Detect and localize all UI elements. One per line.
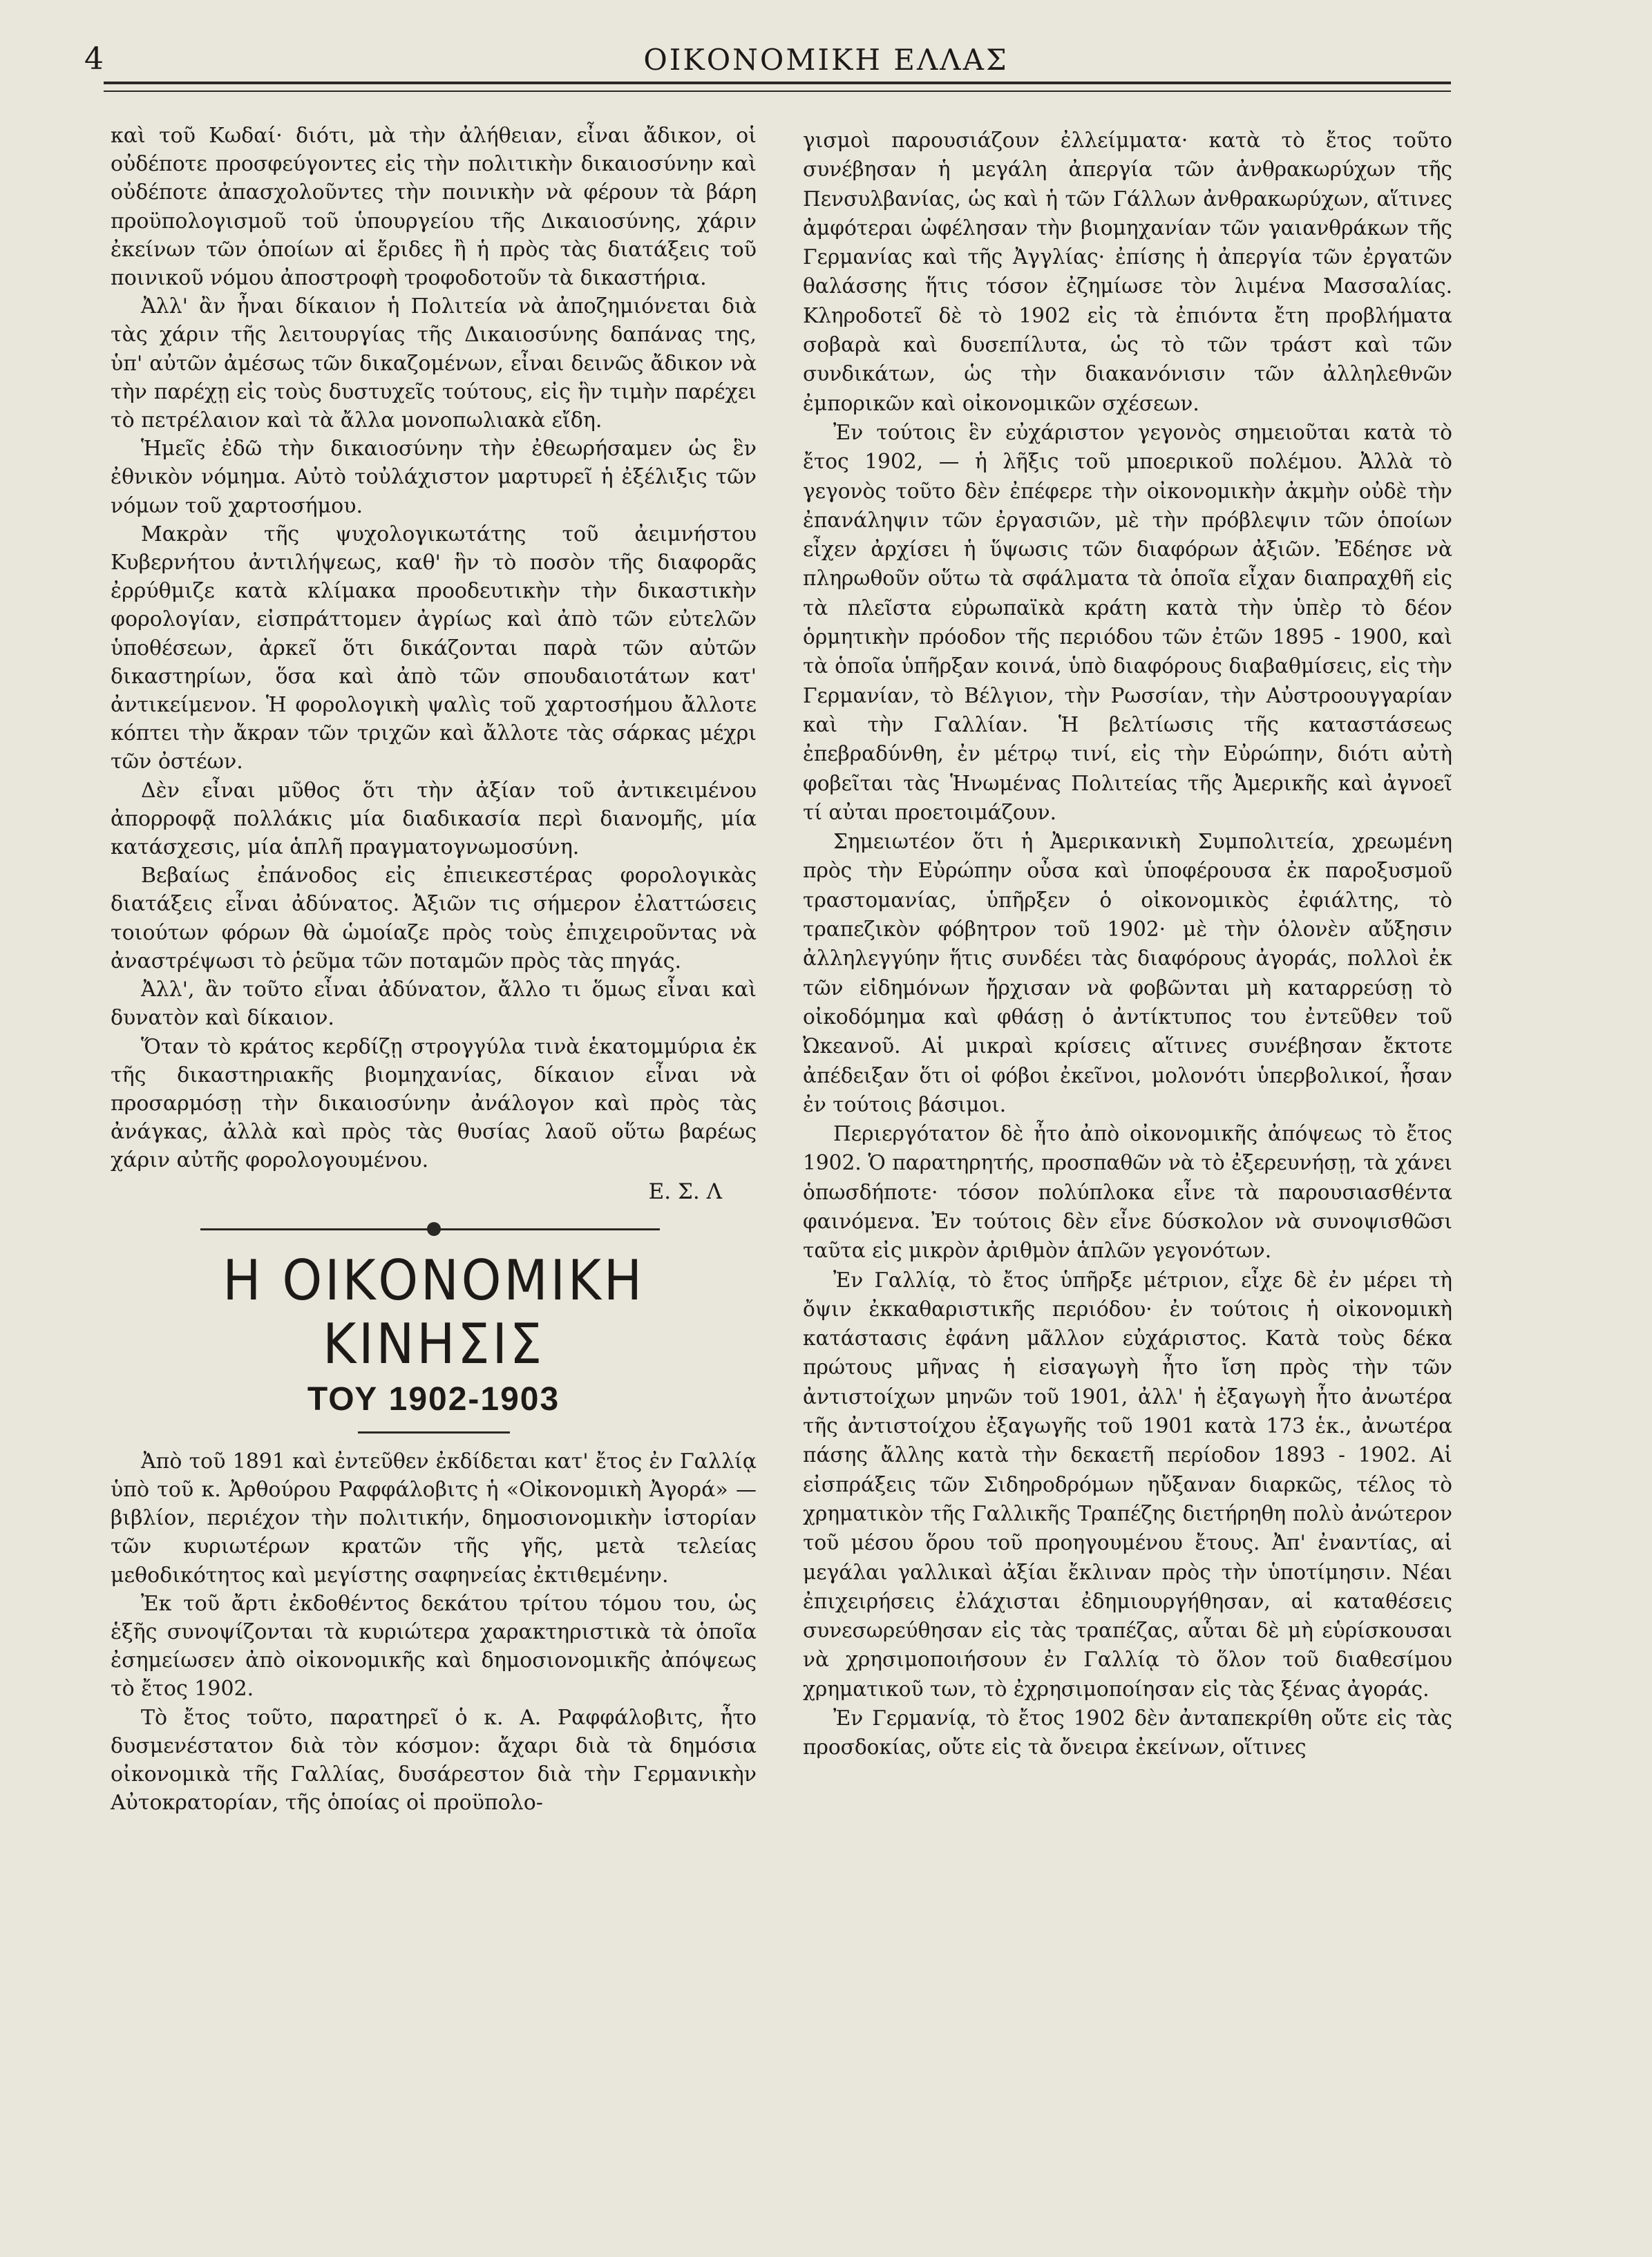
article-title: Η ΟΙΚΟΝΟΜΙΚΗ ΚΙΝΗΣΙΣ <box>222 1248 645 1376</box>
right-column <box>803 126 1452 1762</box>
paragraph: Δὲν εἶναι μῦθος ὅτι τὴν ἀξίαν τοῦ ἀντικειμένου ἀπορροφᾷ πολλάκις μία διαδικασία περὶ διανομῆς, μία κατάσχεσις, μία ἁπλῆ πραγματογνωμοσύνη. <box>111 778 757 860</box>
running-title: ΟΙΚΟΝΟΜΙΚΗ ΕΛΛΑΣ <box>643 43 1009 77</box>
paragraph: Ἀπὸ τοῦ 1891 καὶ ἐντεῦθεν ἐκδίδεται κατ' ἔτος ἐν Γαλλίᾳ ὑπὸ τοῦ κ. Ἀρθούρου Ραφφάλοβιτς ἡ «Οἰκονομικὴ Ἀγορά» — βιβλίον, περιέχον τὴν πολιτικήν, δημοσιονομικὴν ἱστορίαν τῶν κυριωτέρων κρατῶν τῆς γῆς, μετὰ τελείας μεθοδικότητος καὶ μεγίστης σαφηνείας ἐκτιθεμένην. <box>111 1449 757 1588</box>
paragraph: Ἀλλ' ἂν ἦναι δίκαιον ἡ Πολιτεία νὰ ἀποζημιόνεται διὰ τὰς χάριν τῆς λειτουργίας τῆς Δικαιοσύνης δαπάνας της, ὑπ' αὐτῶν ἀμέσως τῶν δικαζομένων, εἶναι δεινῶς ἄδικον νὰ τὴν παρέχῃ εἰς τοὺς δυστυχεῖς τούτους, εἰς ἣν τιμὴν παρέχει τὸ πετρέλαιον καὶ τὰ ἄλλα μονοπωλιακὰ εἴδη. <box>111 294 757 433</box>
divider-dot <box>427 1222 441 1236</box>
paragraph: Ἐν τούτοις ἓν εὐχάριστον γεγονὸς σημειοῦται κατὰ τὸ ἔτος 1902, — ἡ λῆξις τοῦ μποερικοῦ πολέμου. Ἀλλὰ τὸ γεγονὸς τοῦτο δὲν ἐπέφερε τὴν οἰκονομικὴν ἀκμὴν οὐδὲ τὴν ἐπανάληψιν τῶν ἐργασιῶν, μὲ τὴν πρόβλεψιν τῶν ὁποίων εἶχεν ἀρχίσει ἡ ὕψωσις τῶν διαφόρων ἀξιῶν. Ἐδέησε νὰ πληρωθοῦν οὕτω τὰ σφάλματα τὰ ὁποῖα εἶχαν διαπραχθῆ εἰς τὰ πλεῖστα εὐρωπαϊκὰ κράτη κατὰ τὴν ὑπὲρ τὸ δέον ὁρμητικὴν πρόοδον τῆς περιόδου τῶν ἐτῶν 1895 - 1900, καὶ τὰ ὁποῖα ὑπῆρξαν κοινά, ὑπὸ διαφόρους διαβαθμίσεις, εἰς τὴν Γερμανίαν, τὸ Βέλγιον, τὴν Ρωσσίαν, τὴν Αὐστροουγγαρίαν καὶ τὴν Γαλλίαν. Ἡ βελτίωσις τῆς καταστάσεως ἐπεβραδύνθη, ἐν μέτρῳ τινί, εἰς τὴν Εὐρώπην, διότι αὐτὴ φοβεῖται τὰς Ἡνωμένας Πολιτείας τῆς Ἀμερικῆς καὶ ἀγνοεῖ τί αὐται προετοιμάζουν. <box>803 420 1452 824</box>
paragraph: γισμοὶ παρουσιάζουν ἐλλείμματα· κατὰ τὸ ἔτος τοῦτο συνέβησαν ἡ μεγάλη ἀπεργία τῶν ἀνθρακωρύχων τῆς Πενσυλβανίας, ὡς καὶ ἡ τῶν Γάλλων ἀνθρακωρύχων, αἵτινες ἀμφότεραι ὠφέλησαν τὴν βιομηχανίαν τῶν γαιανθράκων τῆς Γερμανίας καὶ τῆς Ἀγγλίας· ἐπίσης ἡ ἀπεργία τῶν ἐργατῶν θαλάσσης ἥτις τόσον ἐζημίωσε τὸν λιμένα Μασσαλίας. Κληροδοτεῖ δὲ τὸ 1902 εἰς τὰ ἐπιόντα ἔτη προβλήματα σοβαρὰ καὶ δυσεπίλυτα, ὡς τὸ τῶν τράστ καὶ τῶν συνδικάτων, ὡς τὴν διακανόνισιν τῶν ἀλληλεθνῶν ἐμπορικῶν καὶ οἰκονομικῶν σχέσεων. <box>803 128 1452 415</box>
paragraph: καὶ τοῦ Κωδαί· διότι, μὰ τὴν ἀλήθειαν, εἶναι ἄδικον, οἱ οὐδέποτε προσφεύγοντες εἰς τὴν πολιτικὴν δικαιοσύνην καὶ οὐδέποτε ἀπασχολοῦντες τὴν ποινικὴν νὰ φέρουν τὰ βάρη προϋπολογισμοῦ τοῦ ὑπουργείου τῆς Δικαιοσύνης, χάριν ἐκείνων τῶν ὁποίων αἱ ἔριδες ἢ ἡ πρὸς τὰς διατάξεις τοῦ ποινικοῦ νόμου ἀποστροφὴ τροφοδοτοῦν τὰ δικαστήρια. <box>111 124 757 291</box>
paragraph: Ὅταν τὸ κράτος κερδίζῃ στρογγύλα τινὰ ἑκατομμύρια ἐκ τῆς δικαστηριακῆς βιομηχανίας, δίκαιον εἶναι νὰ προσαρμόσῃ τὴν δικαιοσύνην ἀνάλογον καὶ πρὸς τὰς ἀνάγκας, ἀλλὰ καὶ πρὸς τὰς θυσίας λαοῦ οὕτω βαρέως χάριν αὐτῆς φορολογουμένου. <box>111 1034 757 1173</box>
subtitle-rule <box>358 1431 510 1434</box>
paragraph: Περιεργότατον δὲ ἦτο ἀπὸ οἰκονομικῆς ἀπόψεως τὸ ἔτος 1902. Ὁ παρατηρητής, προσπαθῶν νὰ τὸ ἐξερευνήσῃ, τὰ χάνει ὁπωσδήποτε· τόσον πολύπλοκα εἶνε τὰ παρουσιασθέντα φαινόμενα. Ἐν τούτοις δὲν εἶνε δύσκολον νὰ συνοψισθῶσι ταῦτα εἰς μικρὸν ἀριθμὸν ἁπλῶν γεγονότων. <box>803 1122 1452 1263</box>
paragraph: Ἀλλ', ἂν τοῦτο εἶναι ἀδύνατον, ἄλλο τι ὅμως εἶναι καὶ δυνατὸν καὶ δίκαιον. <box>111 978 757 1031</box>
section-divider <box>111 1219 757 1239</box>
paragraph: Ἡμεῖς ἐδῶ τὴν δικαιοσύνην τὴν ἐθεωρήσαμεν ὡς ἓν ἐθνικὸν νόμημα. Αὐτὸ τοὐλάχιστον μαρτυρεῖ ἡ ἐξέλιξις τῶν νόμων τοῦ χαρτοσήμου. <box>111 437 757 518</box>
paragraph: Τὸ ἔτος τοῦτο, παρατηρεῖ ὁ κ. Α. Ραφφάλοβιτς, ἦτο δυσμενέστατον διὰ τὸν κόσμον: ἄχαρι διὰ τὰ δημόσια οἰκονομικὰ τῆς Γαλλίας, δυσάρεστον διὰ τὴν Γερμανικὴν Αὐτοκρατορίαν, τῆς ὁποίας οἱ προϋπολο- <box>111 1705 757 1816</box>
author-signature: Ε. Σ. Λ <box>648 1179 722 1204</box>
paragraph: Ἐν Γαλλίᾳ, τὸ ἔτος ὑπῆρξε μέτριον, εἶχε δὲ ἐν μέρει τὴ ὄψιν ἐκκαθαριστικῆς περιόδου· ἐν τούτοις ἡ οἰκονομικὴ κατάστασις ἐφάνη μᾶλλον εὐχάριστος. Κατὰ τοὺς δέκα πρώτους μῆνας ἡ εἰσαγωγὴ ἦτο ἴση πρὸς τὴν τῶν ἀντιστοίχων μηνῶν τοῦ 1901, ἀλλ' ἡ ἐξαγωγὴ ἦτο ἀνωτέρα τῆς ἀντιστοίχου ἐξαγωγῆς τοῦ 1901 κατὰ 173 ἑκ., ἀνωτέρα πάσης ἄλλης κατὰ τὴν δεκαετῆ περίοδον 1893 - 1902. Αἱ εἰσπράξεις τῶν Σιδηροδρόμων ηὔξαναν διαρκῶς, τέλος τὸ χρηματικὸν τῆς Γαλλικῆς Τραπέζης διετήρηθη πολὺ ἀνώτερον τοῦ μέσου ὅρου τοῦ προηγουμένου ἔτους. Ἀπ' ἐναντίας, αἱ μεγάλαι γαλλικαὶ ἀξίαι ἔκλιναν πρὸς τὴν ὑποτίμησιν. Νέαι ἐπιχειρήσεις ἐλάχισται ἐδημιουργήθησαν, αἱ καταθέσεις συνεσωρεύθησαν εἰς τὰς τραπέζας, αὗται δὲ μὴ εὑρίσκουσαι νὰ χρησιμοποιήσουν ἐν Γαλλίᾳ τὸ ὅλον τοῦ διαθεσίμου χρηματικοῦ των, τὸ ἐχρησιμοποίησαν εἰς τὰς ξένας ἀγοράς. <box>803 1268 1452 1701</box>
header-rule-thin <box>104 91 1451 92</box>
paragraph: Ἐκ τοῦ ἄρτι ἐκδοθέντος δεκάτου τρίτου τόμου του, ὡς ἑξῆς συνοψίζονται τὰ κυριώτερα χαρακτηριστικὰ τὰ ὁποῖα ἐσημείωσεν ἀπὸ οἰκονομικῆς καὶ δημοσιονομικῆς ἀπόψεως τὸ ἔτος 1902. <box>111 1591 757 1702</box>
header-rule-thick <box>104 82 1451 84</box>
paragraph: Σημειωτέον ὅτι ἡ Ἀμερικανικὴ Συμπολιτεία, χρεωμένη πρὸς τὴν Εὐρώπην οὖσα καὶ ὑποφέρουσα ἐκ παροξυσμοῦ τραστομανίας, ὑπῆρξεν ὁ οἰκονομικὸς ἐφιάλτης, τὸ τραπεζικὸν φόβητρον τοῦ 1902· μὲ τὴν ὁλονὲν αὔξησιν ἀλληλεγγύην ἥτις συνδέει τὰς διαφόρους ἀγοράς, πολλοὶ ἐκ τῶν εἰδημόνων ἤρχισαν νὰ φοβῶνται μὴ καταρρεύσῃ τὸ οἰκοδόμημα καὶ φθάσῃ ὁ ἀντίκτυπος του ἐντεῦθεν τοῦ Ὠκεανοῦ. Αἱ μικραὶ κρίσεις αἵτινες συνέβησαν ἔκτοτε ἀπέδειξαν ὅτι οἱ φόβοι ἐκεῖνοι, μολονότι ὑπερβολικοί, ἦσαν ἐν τούτοις βάσιμοι. <box>803 830 1452 1116</box>
paragraph: Βεβαίως ἐπάνοδος εἰς ἐπιεικεστέρας φορολογικὰς διατάξεις εἶναι ἀδύνατος. Ἀξιῶν τις σήμερον ἐλαττώσεις τοιούτων φόρων θὰ ὡμοίαζε πρὸς τοὺς ἐπιχειροῦντας νὰ ἀναστρέψωσι τὸ ῥεῦμα τῶν ποταμῶν πρὸς τὰς πηγάς. <box>111 864 757 973</box>
paragraph: Μακρὰν τῆς ψυχολογικωτάτης τοῦ ἀειμνήστου Κυβερνήτου ἀντιλήψεως, καθ' ἣν τὸ ποσὸν τῆς διαφορᾶς ἐρρύθμιζε κατὰ κλίμακα προοδευτικὴν τὴν δικαστικὴν φορολογίαν, εἰσπράττομεν ἀγρίως καὶ ἀπὸ τῶν εὐτελῶν ὑποθέσεων, ἀρκεῖ ὅτι δικάζονται παρὰ τῶν αὐτῶν δικαστηρίων, ὅσα καὶ ἀπὸ τῶν σπουδαιοτάτων κατ' ἀντικείμενον. Ἡ φορολογικὴ ψαλὶς τοῦ χαρτοσήμου ἄλλοτε κόπτει τὴν ἄκραν τῶν τριχῶν καὶ ἄλλοτε τὰς σάρκας μέχρι τῶν ὀστέων. <box>111 522 757 774</box>
article-subtitle: ΤΟΥ 1902-1903 <box>307 1380 560 1418</box>
page-number: 4 <box>84 41 104 77</box>
left-column <box>111 122 757 1817</box>
paragraph: Ἐν Γερμανίᾳ, τὸ ἔτος 1902 δὲν ἀνταπεκρίθη οὔτε εἰς τὰς προσδοκίας, οὔτε εἰς τὰ ὄνειρα ἐκείνων, οἵτινες <box>803 1706 1452 1760</box>
